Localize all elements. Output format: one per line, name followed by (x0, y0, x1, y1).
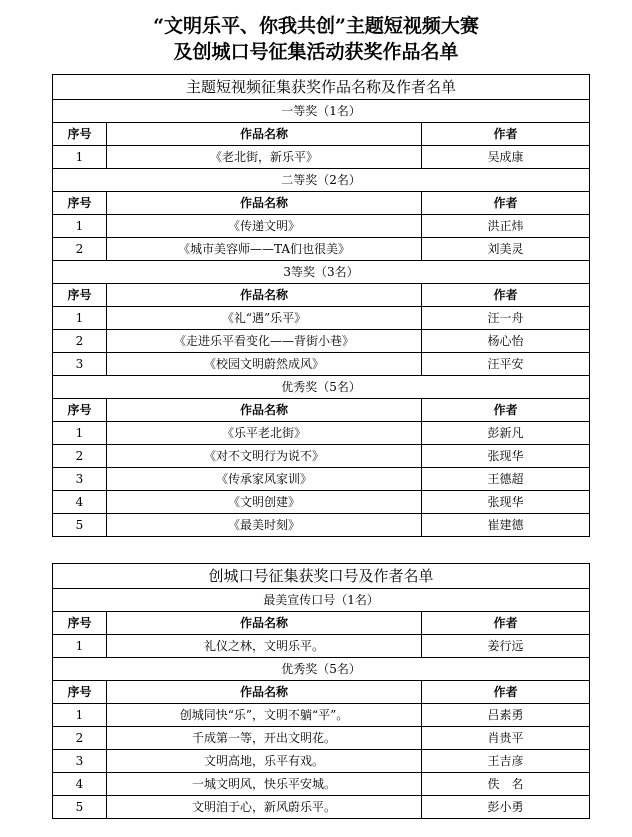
index-header: 序号 (53, 284, 107, 307)
section-title: 3等奖（3名） (53, 261, 590, 284)
table-caption: 创城口号征集获奖口号及作者名单 (53, 564, 590, 589)
author-name: 杨心怡 (422, 330, 590, 353)
table-row (53, 491, 590, 514)
author-name: 刘美灵 (422, 238, 590, 261)
row-index: 4 (53, 491, 107, 514)
author-header: 作者 (422, 681, 590, 704)
table-row (53, 704, 590, 727)
index-header: 序号 (53, 123, 107, 146)
title-header: 作品名称 (107, 192, 422, 215)
section-row (53, 169, 590, 192)
work-title: 《文明创建》 (107, 491, 422, 514)
author-header: 作者 (422, 399, 590, 422)
author-header: 作者 (422, 123, 590, 146)
table-row (53, 750, 590, 773)
header-row (53, 192, 590, 215)
work-title: 《对不文明行为说不》 (107, 445, 422, 468)
title-header: 作品名称 (107, 681, 422, 704)
header-row (53, 399, 590, 422)
table-row (53, 773, 590, 796)
work-title: 《传承家风家训》 (107, 468, 422, 491)
table-row (53, 445, 590, 468)
row-index: 5 (53, 796, 107, 819)
row-index: 3 (53, 750, 107, 773)
row-index: 1 (53, 215, 107, 238)
table-row (53, 146, 590, 169)
work-title: 《校园文明蔚然成风》 (107, 353, 422, 376)
author-name: 吕素勇 (422, 704, 590, 727)
header-row (53, 123, 590, 146)
author-name: 汪平安 (422, 353, 590, 376)
work-title: 《乐平老北街》 (107, 422, 422, 445)
author-header: 作者 (422, 284, 590, 307)
section-title: 最美宣传口号（1名） (53, 589, 590, 612)
author-name: 彭小勇 (422, 796, 590, 819)
row-index: 1 (53, 422, 107, 445)
header-row (53, 612, 590, 635)
section-title: 一等奖（1名） (53, 100, 590, 123)
author-name: 姜行远 (422, 635, 590, 658)
slogan-awards-table (52, 563, 590, 819)
title-line-1: “文明乐平、你我共创”主题短视频大赛 (153, 15, 479, 37)
section-row (53, 658, 590, 681)
work-title: 《老北街，新乐平》 (107, 146, 422, 169)
title-header: 作品名称 (107, 123, 422, 146)
work-title: 《礼“遇”乐平》 (107, 307, 422, 330)
title-header: 作品名称 (107, 399, 422, 422)
table-row (53, 307, 590, 330)
author-name: 张现华 (422, 445, 590, 468)
author-header: 作者 (422, 192, 590, 215)
section-row (53, 376, 590, 399)
title-header: 作品名称 (107, 612, 422, 635)
section-title: 优秀奖（5名） (53, 376, 590, 399)
work-title: 《传递文明》 (107, 215, 422, 238)
row-index: 1 (53, 146, 107, 169)
index-header: 序号 (53, 399, 107, 422)
author-header: 作者 (422, 612, 590, 635)
row-index: 1 (53, 307, 107, 330)
table-row (53, 422, 590, 445)
row-index: 3 (53, 468, 107, 491)
section-row (53, 589, 590, 612)
table-row (53, 215, 590, 238)
author-name: 汪一舟 (422, 307, 590, 330)
row-index: 5 (53, 514, 107, 537)
row-index: 4 (53, 773, 107, 796)
table-row (53, 468, 590, 491)
author-name: 彭新凡 (422, 422, 590, 445)
row-index: 2 (53, 727, 107, 750)
section-title: 优秀奖（5名） (53, 658, 590, 681)
title-header: 作品名称 (107, 284, 422, 307)
work-title: 创城同快“乐”，文明不躺“平”。 (107, 704, 422, 727)
author-name: 吴成康 (422, 146, 590, 169)
index-header: 序号 (53, 612, 107, 635)
work-title: 《走进乐平看变化——背街小巷》 (107, 330, 422, 353)
row-index: 1 (53, 635, 107, 658)
table-row (53, 330, 590, 353)
row-index: 1 (53, 704, 107, 727)
section-title: 二等奖（2名） (53, 169, 590, 192)
author-name: 洪正炜 (422, 215, 590, 238)
index-header: 序号 (53, 192, 107, 215)
row-index: 2 (53, 330, 107, 353)
author-name: 王吉彦 (422, 750, 590, 773)
author-name: 张现华 (422, 491, 590, 514)
table-row (53, 796, 590, 819)
work-title: 一城文明风，快乐平安城。 (107, 773, 422, 796)
table-caption-row (53, 564, 590, 589)
table-caption-row (53, 75, 590, 100)
table-row (53, 238, 590, 261)
work-title: 《最美时刻》 (107, 514, 422, 537)
table-row (53, 353, 590, 376)
author-name: 崔建德 (422, 514, 590, 537)
author-name: 王德超 (422, 468, 590, 491)
index-header: 序号 (53, 681, 107, 704)
author-name: 佚 名 (422, 773, 590, 796)
table-caption: 主题短视频征集获奖作品名称及作者名单 (53, 75, 590, 100)
section-row (53, 100, 590, 123)
table-row (53, 514, 590, 537)
section-row (53, 261, 590, 284)
title-line-2: 及创城口号征集活动获奖作品名单 (173, 41, 459, 63)
table-row (53, 727, 590, 750)
row-index: 2 (53, 445, 107, 468)
work-title: 千成第一等，开出文明花。 (107, 727, 422, 750)
row-index: 2 (53, 238, 107, 261)
header-row (53, 284, 590, 307)
table-row (53, 635, 590, 658)
work-title: 礼仪之林，文明乐平。 (107, 635, 422, 658)
row-index: 3 (53, 353, 107, 376)
author-name: 肖贵平 (422, 727, 590, 750)
header-row (53, 681, 590, 704)
work-title: 《城市美容师——TA们也很美》 (107, 238, 422, 261)
work-title: 文明洎于心，新风蔚乐平。 (107, 796, 422, 819)
video-awards-table (52, 74, 590, 537)
work-title: 文明高地，乐平有戏。 (107, 750, 422, 773)
